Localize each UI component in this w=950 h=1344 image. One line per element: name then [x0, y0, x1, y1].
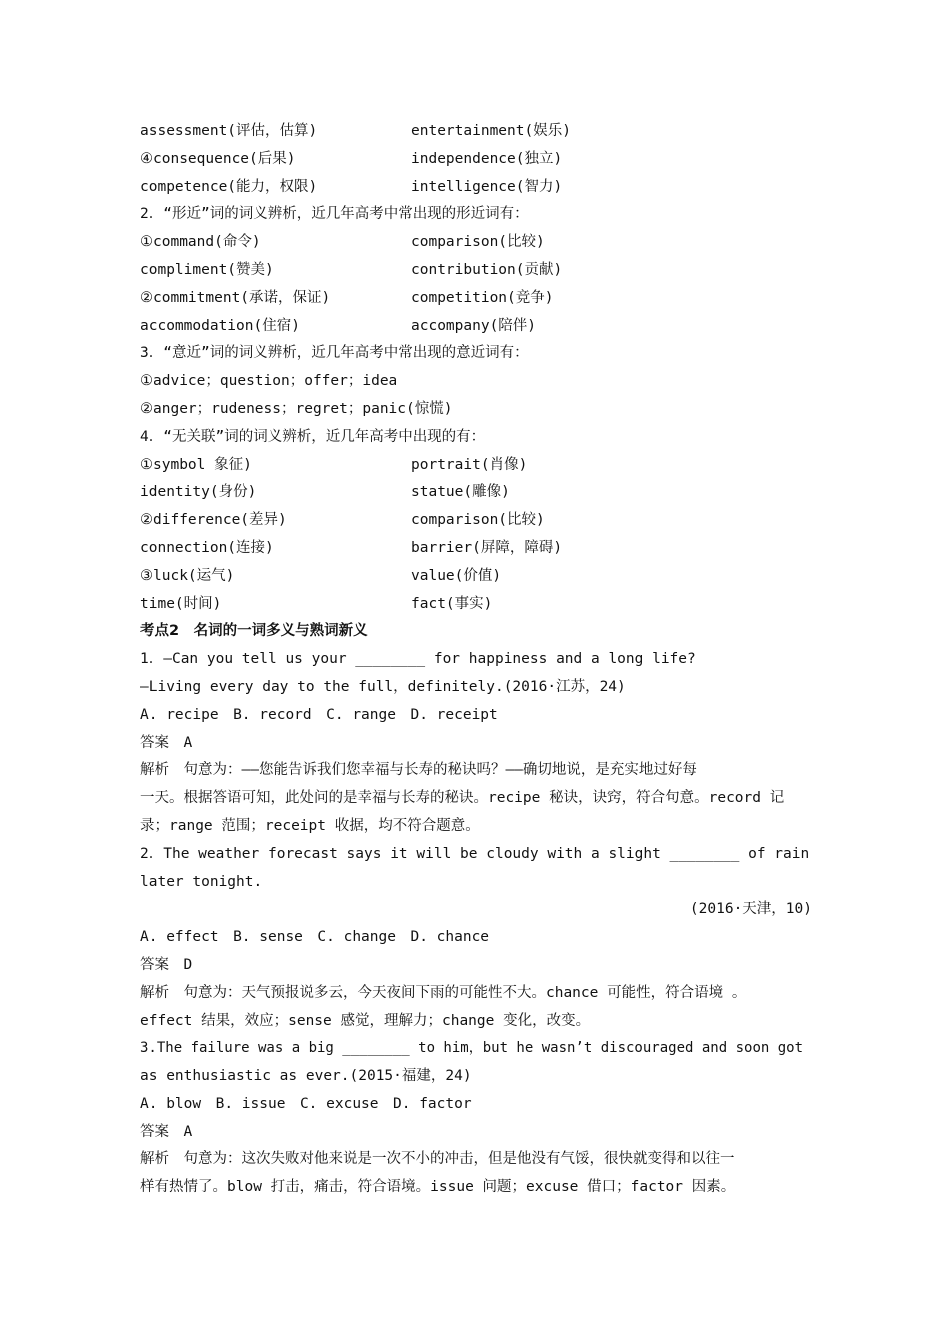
word-entry: entertainment(娱乐) — [411, 123, 571, 139]
analysis-line: 解析 句意为：天气预报说多云，今天夜间下雨的可能性不大。chance 可能性，符合语境 。 — [140, 984, 747, 1001]
analysis-line: 样有热情了。blow 打击，痛击，符合语境。issue 问题；excuse 借口；factor 因素。 — [140, 1179, 736, 1196]
word-entry: statue(雕像) — [411, 484, 510, 501]
word-entry: connection(连接) — [140, 539, 274, 556]
analysis-line: effect 结果，效应；sense 感觉，理解力；change 变化，改变。 — [140, 1012, 591, 1029]
word-entry: ②difference(差异) — [140, 512, 287, 529]
question-stem: 1．—Can you tell us your ________ for happiness and a long life? — [140, 651, 696, 668]
word-entry: ①symbol 象征) — [140, 456, 252, 473]
word-pair-row — [140, 591, 812, 619]
answer: 答案 A — [140, 1123, 193, 1140]
word-entry: time(时间) — [140, 595, 222, 612]
question-stem: 2．The weather forecast says it will be cloudy with a slight ________ of rain — [140, 845, 810, 862]
word-pair-row — [140, 452, 812, 480]
word-pair-row — [140, 563, 812, 591]
word-pair-row — [140, 174, 812, 202]
word-entry: ①command(命令) — [140, 234, 261, 251]
word-entry: comparison(比较) — [411, 234, 545, 251]
word-entry: ③luck(运气) — [140, 567, 235, 584]
word-pair-row — [140, 229, 812, 257]
word-entry: compliment(赞美) — [140, 261, 274, 278]
word-entry: contribution(贡献) — [411, 261, 563, 278]
word-entry: intelligence(智力) — [411, 178, 563, 195]
question-stem: 3.The failure was a big ________ to him，but he wasn’t discouraged and soon got — [140, 1040, 804, 1057]
word-entry: fact(事实) — [411, 595, 493, 612]
word-pair-row — [140, 118, 812, 146]
analysis-line: 解析 句意为：——您能告诉我们您幸福与长寿的秘诀吗？——确切地说，是充实地过好每 — [140, 762, 697, 779]
word-list: ①advice；question；offer；idea — [140, 373, 398, 390]
word-entry: accommodation(住宿) — [140, 317, 300, 334]
question-options: A. effect B. sense C. change D. chance — [140, 929, 490, 946]
subheading: 3．“意近”词的词义辨析，近几年高考中常出现的意近词有： — [140, 345, 529, 362]
analysis-line: 一天。根据答语可知，此处问的是幸福与长寿的秘诀。recipe 秘诀，诀窍，符合句意。record 记 — [140, 790, 785, 807]
question-options: A. blow B. issue C. excuse D. factor — [140, 1095, 472, 1112]
question-stem: later tonight. — [140, 873, 263, 890]
word-entry: accompany(陪伴) — [411, 317, 537, 334]
word-entry: assessment(评估，估算) — [140, 123, 318, 139]
word-entry: comparison(比较) — [411, 512, 545, 529]
section-title: 考点2 名词的一词多义与熟词新义 — [140, 623, 368, 640]
word-entry: identity(身份) — [140, 484, 257, 501]
word-pair-row — [140, 535, 812, 563]
question-stem: as enthusiastic as ever.(2015·福建，24) — [140, 1068, 472, 1085]
word-pair-row — [140, 507, 812, 535]
answer: 答案 A — [140, 734, 193, 751]
question-source: (2016·天津，10) — [689, 901, 812, 918]
document-page — [140, 118, 812, 1202]
word-list: ②anger；rudeness；regret；panic(惊慌) — [140, 400, 453, 417]
analysis-line: 录；range 范围；receipt 收据，均不符合题意。 — [140, 817, 480, 834]
word-entry: portrait(肖像) — [411, 456, 528, 473]
word-entry: competition(竞争) — [411, 289, 554, 306]
word-entry: competence(能力，权限) — [140, 178, 318, 195]
word-pair-row — [140, 313, 812, 341]
word-entry: value(价值) — [411, 567, 502, 584]
word-entry: independence(独立) — [411, 150, 563, 167]
word-pair-row — [140, 285, 812, 313]
answer: 答案 D — [140, 956, 193, 973]
word-entry: ④consequence(后果) — [140, 150, 296, 167]
word-pair-row — [140, 479, 812, 507]
question-stem: —Living every day to the full，definitely.(2016·江苏，24) — [140, 678, 626, 695]
word-pair-row — [140, 257, 812, 285]
question-options: A. recipe B. record C. range D. receipt — [140, 706, 498, 723]
subheading: 2．“形近”词的词义辨析，近几年高考中常出现的形近词有： — [140, 206, 529, 223]
subheading: 4．“无关联”词的词义辨析，近几年高考中出现的有： — [140, 428, 486, 445]
word-entry: barrier(屏障，障碍) — [411, 539, 563, 556]
word-pair-row — [140, 146, 812, 174]
analysis-line: 解析 句意为：这次失败对他来说是一次不小的冲击，但是他没有气馁，很快就变得和以往一 — [140, 1151, 735, 1168]
word-entry: ②commitment(承诺，保证) — [140, 289, 331, 306]
